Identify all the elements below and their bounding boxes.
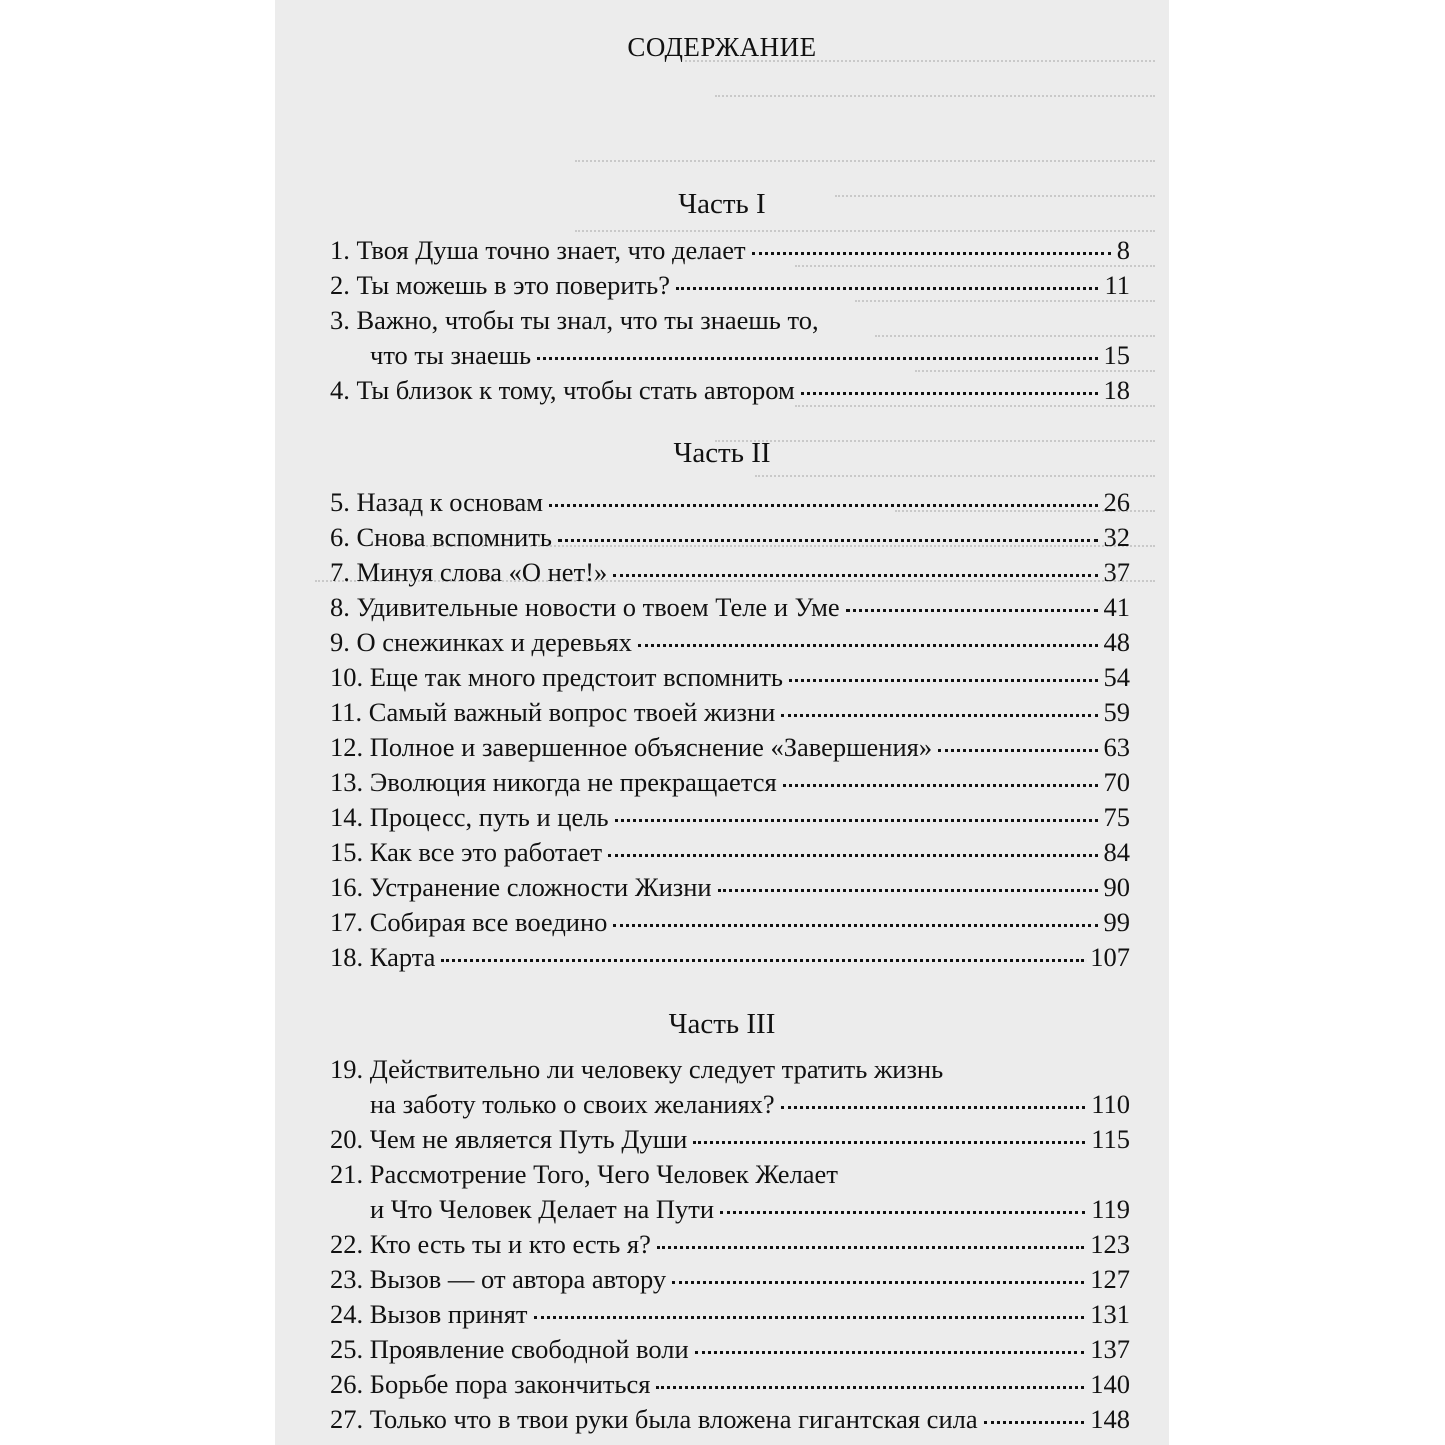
entry-title: Снова вспомнить [356,522,553,552]
toc-entry[interactable] [330,870,1130,904]
entry-page: 11 [1104,270,1130,300]
leader-dots [441,959,1084,962]
entry-number: 11. [330,697,363,727]
entry-number: 20. [330,1124,364,1154]
entry-number: 19. [330,1054,364,1084]
entry-page: 84 [1103,837,1130,867]
toc-entry-continuation[interactable] [330,338,1130,372]
toc-entry[interactable] [330,233,1130,267]
entry-page: 18 [1103,375,1130,405]
entry-title: Только что в твои руки была вложена гигантская сила [369,1404,978,1434]
entry-number: 3. [330,305,350,335]
entry-page: 148 [1090,1404,1130,1434]
entry-title: Вызов принят [369,1299,528,1329]
entry-page: 41 [1103,592,1130,622]
toc-entry[interactable] [330,625,1130,659]
toc-entry[interactable] [330,1332,1130,1366]
entry-title: Карта [369,942,436,972]
entry-page: 107 [1090,942,1130,972]
leader-dots [534,1316,1085,1319]
entry-title: что ты знаешь [370,340,532,370]
show-through-dots [875,335,1155,337]
leader-dots [613,574,1097,577]
leader-dots [984,1421,1085,1424]
toc-entry[interactable] [330,373,1130,407]
show-through-dots [575,230,1155,232]
leader-dots [801,392,1098,395]
entry-number: 22. [330,1229,364,1259]
leader-dots [783,784,1098,787]
toc-entry[interactable] [330,695,1130,729]
entry-title: Эволюция никогда не прекращается [369,767,777,797]
leader-dots [781,714,1097,717]
entry-number: 27. [330,1404,364,1434]
toc-entry[interactable] [330,520,1130,554]
entry-page: 48 [1103,627,1130,657]
entry-page: 90 [1103,872,1130,902]
leader-dots [657,1246,1084,1249]
entry-number: 9. [330,627,350,657]
page-title: СОДЕРЖАНИЕ [627,32,817,62]
entry-page: 70 [1103,767,1130,797]
entry-number: 6. [330,522,350,552]
leader-dots [693,1141,1085,1144]
toc-entry-first-line[interactable] [330,1052,943,1086]
entry-number: 12. [330,732,364,762]
entry-title: Проявление свободной воли [369,1334,689,1364]
leader-dots [549,504,1097,507]
toc-entry[interactable] [330,555,1130,589]
toc-entry[interactable] [330,485,1130,519]
toc-entry[interactable] [330,905,1130,939]
leader-dots [789,679,1098,682]
entry-number: 24. [330,1299,364,1329]
entry-page: 131 [1090,1299,1130,1329]
entry-page: 8 [1116,235,1130,265]
leader-dots [558,539,1097,542]
leader-dots [613,924,1097,927]
entry-number: 1. [330,235,350,265]
entry-title-first-line: Рассмотрение Того, Чего Человек Желает [369,1159,838,1189]
entry-page: 115 [1091,1124,1130,1154]
leader-dots [656,1386,1084,1389]
entry-title: на заботу только о своих желаниях? [370,1089,775,1119]
toc-entry[interactable] [330,765,1130,799]
leader-dots [672,1281,1084,1284]
entry-number: 14. [330,802,364,832]
leader-dots [638,644,1098,647]
leader-dots [846,609,1098,612]
entry-title: О снежинках и деревьях [356,627,632,657]
toc-entry[interactable] [330,660,1130,694]
toc-entry[interactable] [330,800,1130,834]
entry-page: 119 [1091,1194,1130,1224]
entry-number: 25. [330,1334,364,1364]
entry-number: 4. [330,375,350,405]
entry-number: 18. [330,942,364,972]
toc-entry[interactable] [330,835,1130,869]
toc-entry-continuation[interactable] [330,1192,1130,1226]
entry-number: 2. [330,270,350,300]
entry-page: 37 [1103,557,1130,587]
entry-title: Процесс, путь и цель [369,802,609,832]
toc-entry[interactable] [330,940,1130,974]
entry-number: 7. [330,557,350,587]
entry-title: Борьбе пора закончиться [369,1369,651,1399]
entry-page: 63 [1103,732,1130,762]
toc-entry[interactable] [330,1297,1130,1331]
part-heading-2: Часть II [673,437,771,469]
leader-dots [752,252,1111,255]
entry-page: 26 [1103,487,1130,517]
toc-entry[interactable] [330,1402,1130,1436]
toc-entry-first-line[interactable] [330,303,819,337]
entry-title: Удивительные новости о твоем Теле и Уме [356,592,840,622]
entry-page: 54 [1103,662,1130,692]
entry-number: 23. [330,1264,364,1294]
entry-title: и Что Человек Делает на Пути [370,1194,715,1224]
toc-entry-continuation[interactable] [330,1087,1130,1121]
toc-entry[interactable] [330,1122,1130,1156]
entry-title-first-line: Важно, чтобы ты знал, что ты знаешь то, [356,305,819,335]
leader-dots [608,854,1097,857]
entry-number: 10. [330,662,364,692]
toc-entry[interactable] [330,1262,1130,1296]
entry-number: 21. [330,1159,364,1189]
entry-title-first-line: Действительно ли человеку следует тратить жизнь [369,1054,944,1084]
entry-page: 75 [1103,802,1130,832]
leader-dots [615,819,1098,822]
entry-title: Ты близок к тому, чтобы стать автором [356,375,795,405]
entry-page: 123 [1090,1229,1130,1259]
entry-title: Ты можешь в это поверить? [356,270,671,300]
show-through-dots [715,95,1155,97]
entry-number: 16. [330,872,364,902]
show-through-dots [575,160,1155,162]
leader-dots [938,749,1097,752]
entry-title: Устранение сложности Жизни [369,872,712,902]
entry-title: Еще так много предстоит вспомнить [369,662,783,692]
entry-number: 8. [330,592,350,622]
entry-page: 110 [1091,1089,1130,1119]
leader-dots [695,1351,1085,1354]
toc-entry[interactable] [330,268,1130,302]
part-heading-1: Часть I [678,188,766,220]
entry-title: Собирая все воедино [369,907,608,937]
entry-number: 26. [330,1369,364,1399]
entry-title: Чем не является Путь Души [369,1124,688,1154]
entry-number: 15. [330,837,364,867]
entry-title: Полное и завершенное объяснение «Завершения» [369,732,933,762]
toc-entry[interactable] [330,590,1130,624]
entry-page: 137 [1090,1334,1130,1364]
leader-dots [676,287,1098,290]
toc-entry-first-line[interactable] [330,1157,838,1191]
toc-entry[interactable] [330,1227,1130,1261]
entry-title: Самый важный вопрос твоей жизни [368,697,776,727]
toc-entry[interactable] [330,730,1130,764]
entry-title: Твоя Душа точно знает, что делает [356,235,746,265]
entry-title: Кто есть ты и кто есть я? [369,1229,651,1259]
entry-title: Вызов — от автора автору [369,1264,667,1294]
show-through-dots [755,475,1155,477]
toc-entry[interactable] [330,1367,1130,1401]
leader-dots [718,889,1098,892]
entry-title: Назад к основам [356,487,544,517]
part-heading-3: Часть III [668,1008,776,1040]
leader-dots [720,1211,1085,1214]
entry-page: 127 [1090,1264,1130,1294]
leader-dots [537,357,1097,360]
entry-page: 99 [1103,907,1130,937]
entry-title: Минуя слова «О нет!» [356,557,608,587]
entry-number: 13. [330,767,364,797]
entry-title: Как все это работает [369,837,603,867]
entry-number: 5. [330,487,350,517]
entry-number: 17. [330,907,364,937]
entry-page: 140 [1090,1369,1130,1399]
book-page [275,0,1169,1445]
entry-page: 32 [1103,522,1130,552]
leader-dots [781,1106,1086,1109]
entry-page: 15 [1103,340,1130,370]
entry-page: 59 [1103,697,1130,727]
